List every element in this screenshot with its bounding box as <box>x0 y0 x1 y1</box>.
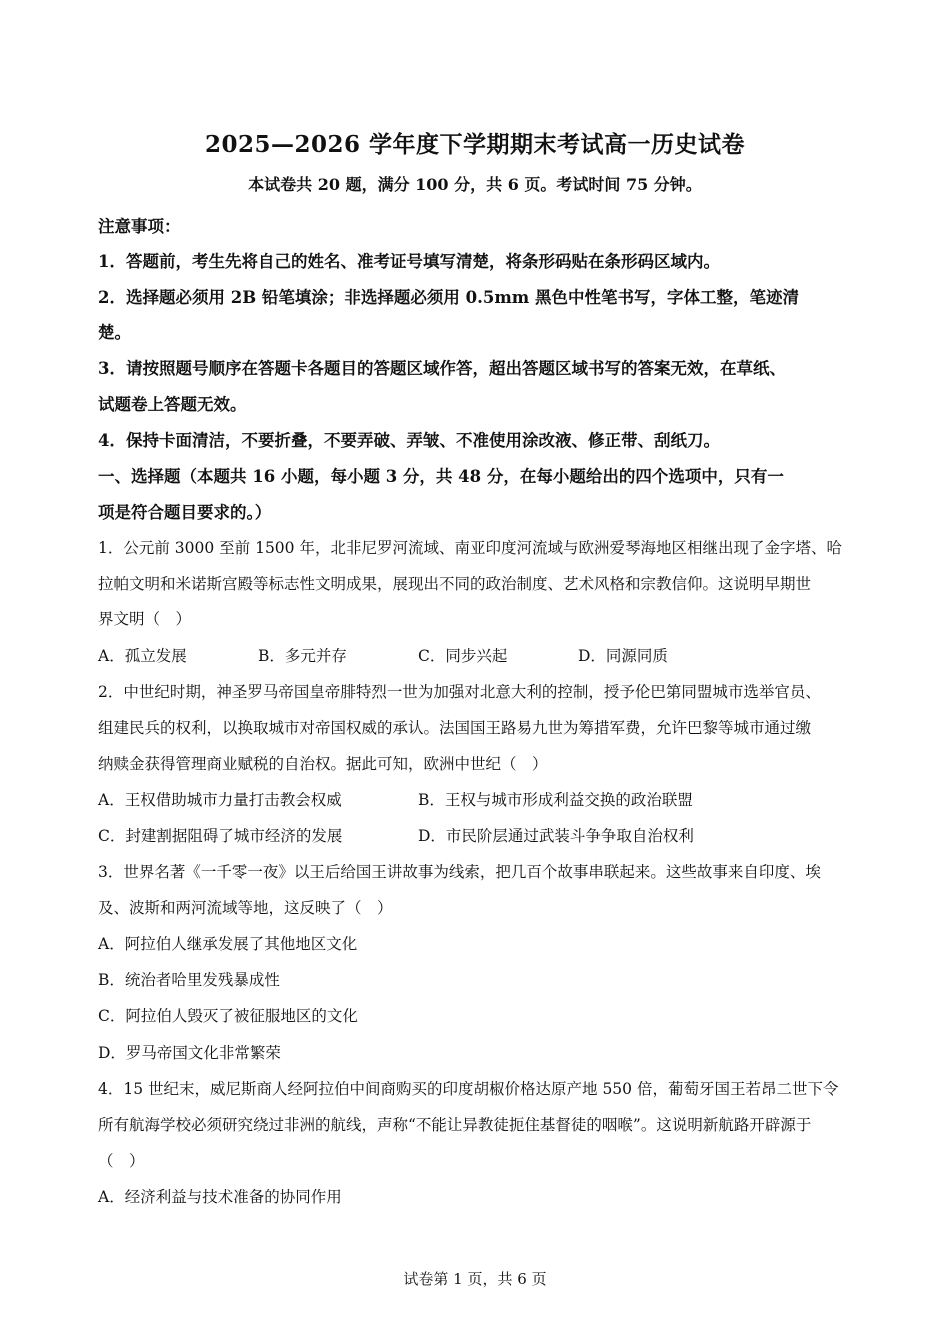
question-4-text: （ ） <box>98 1152 145 1170</box>
question-1-text: 1．公元前 3000 至前 1500 年，北非尼罗河流域、南亚印度河流域与欧洲爱琴海地区相继出现了金字塔、哈 <box>98 539 842 557</box>
question-2-text: 纳赎金获得管理商业赋税的自治权。据此可知，欧洲中世纪（ ） <box>98 755 548 773</box>
page-footer: 试卷第 1 页，共 6 页 <box>403 1270 547 1288</box>
exam-info: 本试卷共 20 题，满分 100 分，共 6 页。考试时间 75 分钟。 <box>248 175 702 194</box>
section-heading: 项是符合题目要求的。） <box>98 503 272 522</box>
question-4-text: 所有航海学校必须研究绕过非洲的航线，声称“不能让异教徒扼住基督徒的咽喉”。这说明新航路开辟源于 <box>98 1116 812 1134</box>
page-title: 2025—2026 学年度下学期期末考试高一历史试卷 <box>204 131 746 158</box>
note-item: 1．答题前，考生先将自己的姓名、准考证号填写清楚，将条形码贴在条形码区域内。 <box>98 252 720 271</box>
question-3-option-a: A．阿拉伯人继承发展了其他地区文化 <box>98 935 358 953</box>
question-3-text: 3．世界名著《一千零一夜》以王后给国王讲故事为线索，把几百个故事串联起来。这些故事来自印度、埃 <box>98 863 821 881</box>
note-item: 4．保持卡面清洁，不要折叠，不要弄破、弄皱、不准使用涂改液、修正带、刮纸刀。 <box>98 431 720 450</box>
question-2-option-a: A．王权借助城市力量打击教会权威 <box>98 791 342 809</box>
notes-heading: 注意事项： <box>98 217 181 236</box>
question-3-text: 及、波斯和两河流域等地，这反映了（ ） <box>98 899 393 917</box>
note-item: 试题卷上答题无效。 <box>98 395 247 414</box>
question-2-text: 2．中世纪时期，神圣罗马帝国皇帝腓特烈一世为加强对北意大利的控制，授予伦巴第同盟城市选举官员、 <box>98 683 821 701</box>
note-item: 3．请按照题号顺序在答题卡各题目的答题区域作答，超出答题区域书写的答案无效，在草纸、 <box>98 359 786 378</box>
question-1-option-b: B．多元并存 <box>258 647 347 665</box>
question-3-option-b: B．统治者哈里发残暴成性 <box>98 971 280 989</box>
question-3-option-c: C．阿拉伯人毁灭了被征服地区的文化 <box>98 1007 358 1025</box>
question-1-option-d: D．同源同质 <box>578 647 668 665</box>
question-2-option-d: D．市民阶层通过武装斗争争取自治权利 <box>418 827 694 845</box>
question-2-option-c: C．封建割据阻碍了城市经济的发展 <box>98 827 343 845</box>
question-1-option-a: A．孤立发展 <box>98 647 187 665</box>
question-3-option-d: D．罗马帝国文化非常繁荣 <box>98 1044 281 1062</box>
question-2-option-b: B．王权与城市形成利益交换的政治联盟 <box>418 791 693 809</box>
question-4-option-a: A．经济利益与技术准备的协同作用 <box>98 1188 342 1206</box>
question-2-text: 组建民兵的权利，以换取城市对帝国权威的承认。法国国王路易九世为筹措军费，允许巴黎等城市通过缴 <box>98 719 812 737</box>
note-item: 2．选择题必须用 2B 铅笔填涂；非选择题必须用 0.5mm 黑色中性笔书写，字体工整，笔迹清 <box>98 288 800 307</box>
question-1-option-c: C．同步兴起 <box>418 647 508 665</box>
question-4-text: 4．15 世纪末，威尼斯商人经阿拉伯中间商购买的印度胡椒价格达原产地 550 倍，葡萄牙国王若昂二世下令 <box>98 1080 839 1098</box>
note-item: 楚。 <box>98 323 131 342</box>
question-1-text: 界文明（ ） <box>98 610 192 628</box>
section-heading: 一、选择题（本题共 16 小题，每小题 3 分，共 48 分，在每小题给出的四个选项中，只有一 <box>98 467 784 486</box>
question-1-text: 拉帕文明和米诺斯宫殿等标志性文明成果，展现出不同的政治制度、艺术风格和宗教信仰。这说明早期世 <box>98 575 812 593</box>
